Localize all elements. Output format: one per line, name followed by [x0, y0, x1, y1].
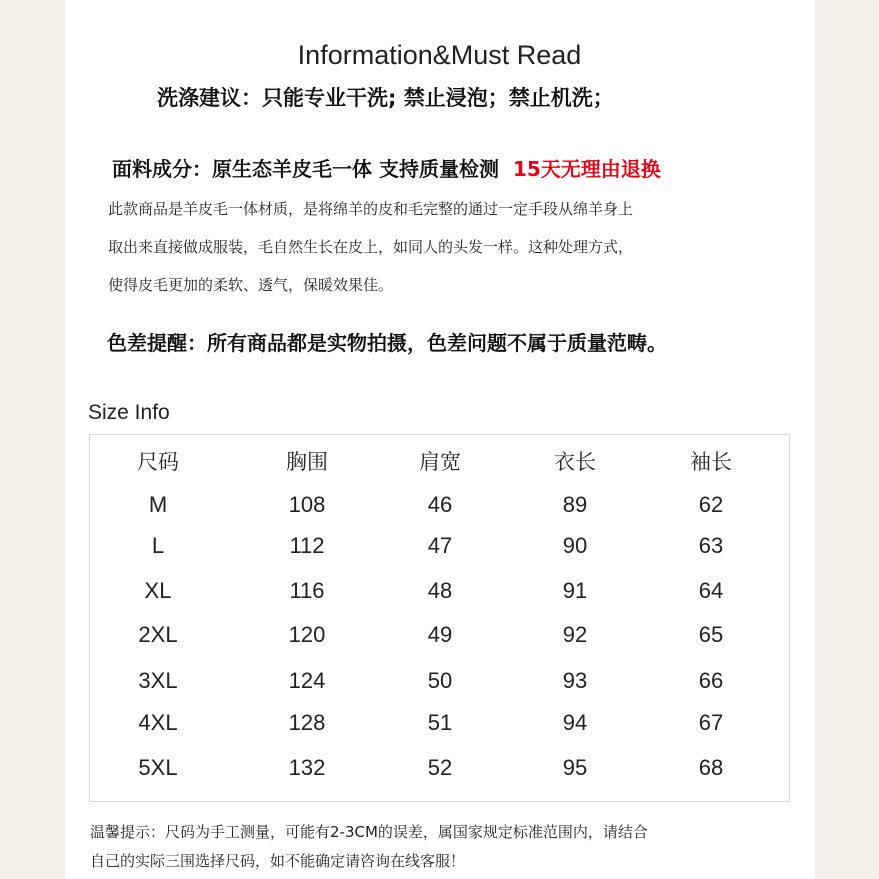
column-header-sleeve: 袖长: [690, 450, 732, 474]
table-cell-shoulder: 47: [427, 533, 453, 558]
table-cell-size: 4XL: [138, 710, 178, 735]
table-cell-size: M: [148, 492, 168, 517]
page-title: Information&Must Read: [297, 40, 582, 70]
washing-advice: 洗涤建议：只能专业干洗; 禁止浸泡；禁止机洗；: [157, 86, 614, 110]
table-cell-sleeve: 68: [698, 755, 724, 780]
table-cell-length: 95: [562, 755, 588, 780]
table-cell-shoulder: 52: [427, 755, 453, 780]
description-line: 使得皮毛更加的柔软、透气，保暖效果佳。: [108, 276, 394, 294]
table-cell-size: XL: [144, 578, 172, 603]
size-table: [89, 434, 790, 802]
table-cell-sleeve: 63: [698, 533, 724, 558]
table-cell-chest: 120: [288, 622, 326, 647]
table-cell-size: 2XL: [138, 622, 178, 647]
table-cell-shoulder: 50: [427, 668, 453, 693]
column-header-length: 衣长: [554, 450, 596, 474]
table-cell-size: 3XL: [138, 668, 178, 693]
description-line: 取出来直接做成服装，毛自然生长在皮上，如同人的头发一样。这种处理方式，: [108, 238, 634, 256]
table-cell-chest: 128: [288, 710, 326, 735]
table-cell-length: 92: [562, 622, 588, 647]
fabric-composition: [112, 153, 661, 182]
table-cell-shoulder: 51: [427, 710, 453, 735]
size-info-heading: Size Info: [88, 401, 170, 424]
column-header-shoulder: 肩宽: [419, 450, 461, 474]
table-cell-sleeve: 64: [698, 578, 724, 603]
description-line: 此款商品是羊皮毛一体材质，是将绵羊的皮和毛完整的通过一定手段从绵羊身上: [108, 200, 634, 218]
table-cell-chest: 124: [288, 668, 326, 693]
table-cell-length: 90: [562, 533, 588, 558]
table-cell-length: 91: [562, 578, 588, 603]
return-policy-highlight: 15天无理由退换: [512, 157, 661, 181]
table-cell-sleeve: 67: [698, 710, 724, 735]
table-cell-chest: 108: [288, 492, 326, 517]
table-cell-sleeve: 65: [698, 622, 724, 647]
table-cell-shoulder: 48: [427, 578, 453, 603]
table-cell-sleeve: 66: [698, 668, 724, 693]
color-difference-warning: 色差提醒：所有商品都是实物拍摄，色差问题不属于质量范畴。: [107, 331, 667, 355]
table-cell-size: 5XL: [138, 755, 178, 780]
table-cell-chest: 112: [289, 533, 325, 558]
table-cell-size: L: [151, 533, 165, 558]
column-header-chest: 胸围: [286, 450, 328, 474]
table-cell-shoulder: 49: [427, 622, 453, 647]
column-header-size: 尺码: [137, 450, 179, 474]
table-cell-length: 94: [562, 710, 588, 735]
size-note-line: 温馨提示：尺码为手工测量，可能有2-3CM的误差，属国家规定标准范围内，请结合: [90, 823, 648, 841]
table-cell-sleeve: 62: [698, 492, 724, 517]
size-note-line: 自己的实际三围选择尺码，如不能确定请咨询在线客服！: [90, 852, 466, 870]
table-cell-length: 89: [562, 492, 588, 517]
table-cell-shoulder: 46: [427, 492, 453, 517]
table-cell-chest: 132: [288, 755, 326, 780]
table-cell-length: 93: [562, 668, 588, 693]
table-cell-chest: 116: [289, 578, 325, 603]
fabric-label: 面料成分：原生态羊皮毛一体 支持质量检测: [112, 157, 499, 181]
